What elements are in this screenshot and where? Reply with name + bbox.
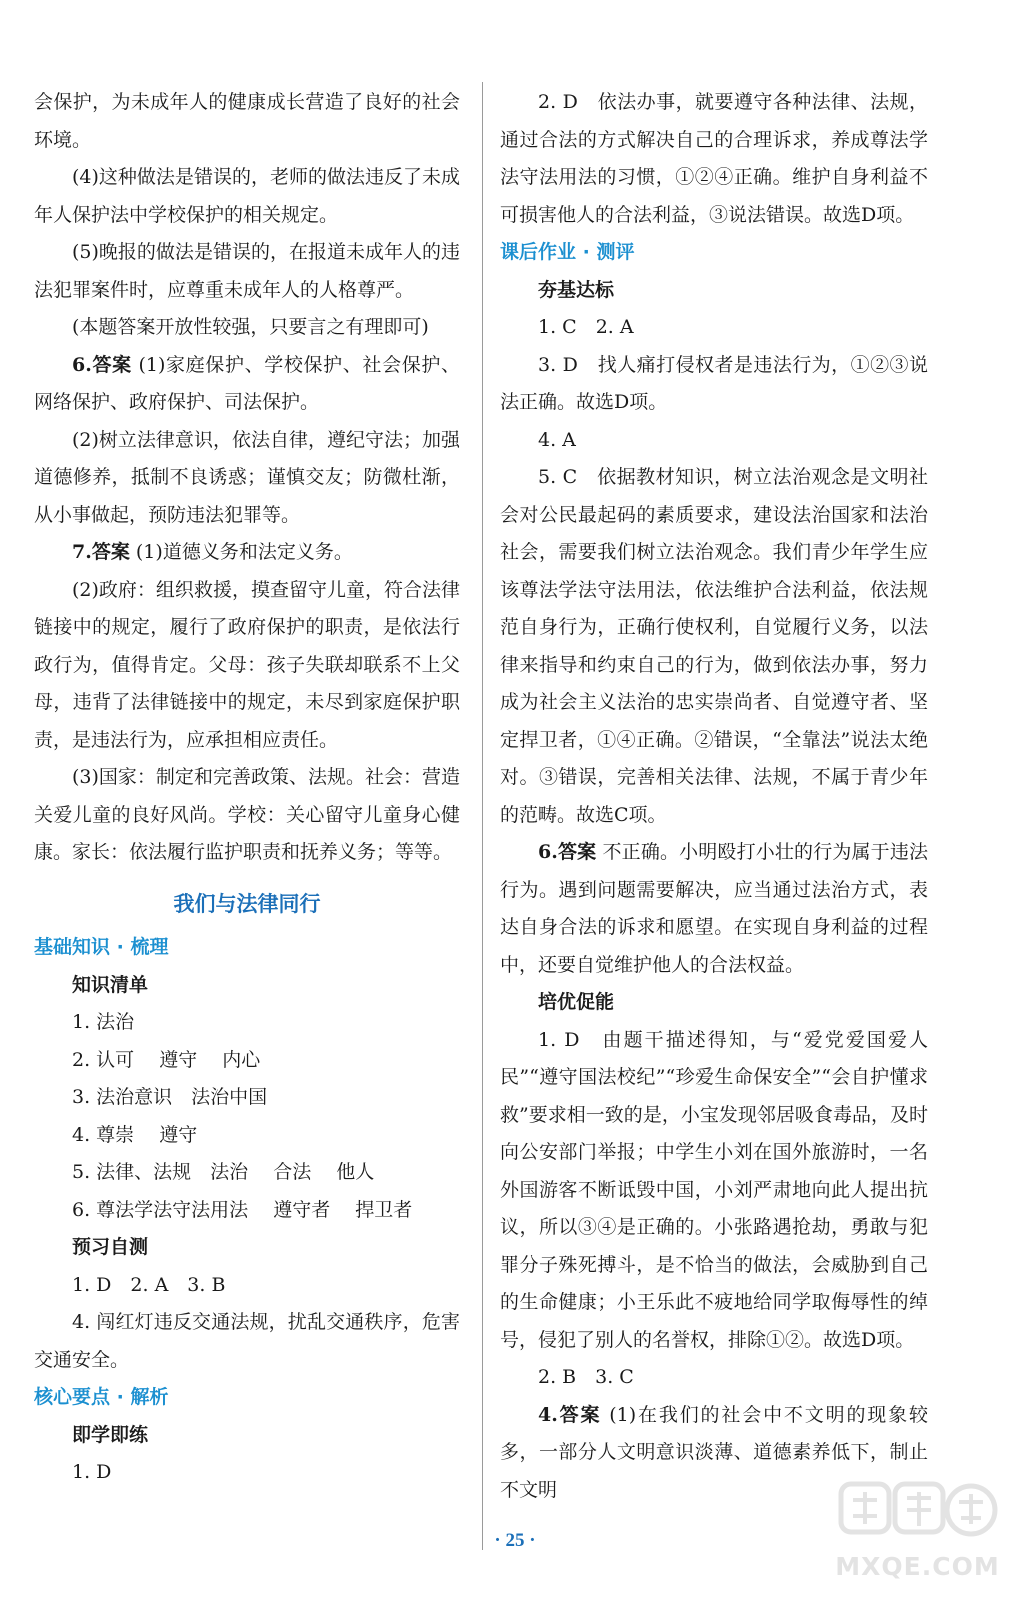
answer-text: (1)在我们的社会中不文明的现象较多，一部分人文明意识淡薄、道德素养低下，制止不文明 <box>500 1403 928 1501</box>
section-heading: 基础知识 · 梳理 <box>34 936 169 958</box>
list-item: 6. 尊法学法守法用法 遵守者 捍卫者 <box>72 1198 413 1221</box>
answer-paragraph: (2)树立法律意识，依法自律，遵纪守法；加强道德修养，抵制不良诱惑；谨慎交友；防微杜渐，从小事做起，预防违法犯罪等。 <box>34 428 460 526</box>
subsection-heading: 预习自测 <box>72 1236 149 1258</box>
answer-text: 不正确。小明殴打小壮的行为属于违法行为。遇到问题需要解决，应当通过法治方式，表达自身合法的诉求和愿望。在实现自身利益的过程中，还要自觉维护他人的合法权益。 <box>500 841 928 976</box>
answer-label: 答案 <box>91 541 130 563</box>
section-heading: 课后作业 · 测评 <box>500 241 635 263</box>
subsection-heading: 夯基达标 <box>538 278 615 301</box>
subsection-heading: 培优促能 <box>538 991 615 1013</box>
list-item: 1. 法治 <box>72 1011 135 1033</box>
column-divider <box>482 82 483 1550</box>
question-number: 4. <box>538 1403 558 1426</box>
answer-q6 <box>500 834 928 984</box>
question-number: 7. <box>72 541 92 563</box>
right-column <box>500 84 928 1509</box>
question-number: 6. <box>72 353 92 376</box>
answer-paragraph: (4)这种做法是错误的，老师的做法违反了未成年人保护法中学校保护的相关规定。 <box>34 166 460 226</box>
answer-label: 答案 <box>557 841 597 863</box>
watermark-logo-icon <box>835 1478 1000 1558</box>
subsection-heading: 即学即练 <box>72 1423 149 1446</box>
list-item: 4. 尊崇 遵守 <box>72 1123 198 1146</box>
answer-paragraph: (3)国家：制定和完善政策、法规。社会：营造关爱儿童的良好风尚。学校：关心留守儿童身心健康。家长：依法履行监护职责和抚养义务；等等。 <box>34 766 460 863</box>
list-item: 4. 闯红灯违反交通法规，扰乱交通秩序，危害交通安全。 <box>34 1311 460 1371</box>
list-item: 2. B 3. C <box>538 1366 634 1388</box>
page-number: · 25 · <box>494 1530 536 1551</box>
answer-paragraph: (2)政府：组织救援，摸查留守儿童，符合法律链接中的规定，履行了政府保护的职责，是依法行政行为，值得肯定。父母：孩子失联却联系不上父母，违背了法律链接中的规定，未尽到家庭保护职责，是违法行为，应承担相应责任。 <box>34 578 460 751</box>
answer-label: 答案 <box>557 1403 602 1426</box>
chapter-title: 我们与法律同行 <box>173 891 321 916</box>
list-item: 1. D <box>72 1461 112 1483</box>
section-heading: 核心要点 · 解析 <box>34 1386 169 1408</box>
subsection-heading: 知识清单 <box>72 973 149 996</box>
answer-paragraph: 2. D 依法办事，就要遵守各种法律、法规，通过合法的方式解决自己的合理诉求，养成尊法学法守法用法的习惯，①②④正确。维护自身利益不可损害他人的合法利益，③说法错误。故选D项。 <box>500 91 928 226</box>
answer-q6 <box>34 347 460 422</box>
list-item: 1. C 2. A <box>538 316 634 338</box>
question-number: 6. <box>538 841 558 863</box>
answer-label: 答案 <box>91 353 132 376</box>
list-item: 2. 认可 遵守 内心 <box>72 1048 261 1071</box>
answer-paragraph: 5. C 依据教材知识，树立法治观念是文明社会对公民最起码的素质要求，建设法治国家和法治社会，需要我们树立法治观念。我们青少年学生应该尊法学法守法用法，依法维护合法利益，依法规范自身行为，正确行使权利，自觉履行义务，以法律来指导和约束自己的行为，做到依法办事，努力成为社会主义法治的忠实崇尚者、自觉遵守者、坚定捍卫者，①④正确。②错误，“全靠法”说法太绝对。③错误，完善相关法律、法规，不属于青少年的范畴。故选C项。 <box>500 466 928 826</box>
answer-paragraph: (5)晚报的做法是错误的，在报道未成年人的违法犯罪案件时，应尊重未成年人的人格尊严。 <box>34 241 460 301</box>
left-column <box>34 84 460 1492</box>
answer-q7 <box>34 534 460 572</box>
list-item: 3. 法治意识 法治中国 <box>72 1086 268 1108</box>
answer-text: (1)家庭保护、学校保护、社会保护、网络保护、政府保护、司法保护。 <box>34 353 460 413</box>
answer-paragraph: 会保护，为未成年人的健康成长营造了良好的社会环境。 <box>34 91 460 151</box>
watermark-text: MXQE.COM <box>835 1552 1000 1581</box>
answer-note: (本题答案开放性较强，只要言之有理即可) <box>72 316 429 338</box>
answer-text: (1)道德义务和法定义务。 <box>129 541 353 563</box>
list-item: 1. D 2. A 3. B <box>72 1273 226 1296</box>
answer-paragraph: 1. D 由题干描述得知，与“爱党爱国爱人民”“遵守国法校纪”“珍爱生命保安全”“会自护懂求救”要求相一致的是，小宝发现邻居吸食毒品，及时向公安部门举报；中学生小刘在国外旅游时，一名外国游客不断诋毁中国，小刘严肃地向此人提出抗议，所以③④是正确的。小张路遇抢劫，勇敢与犯罪分子殊死搏斗，是不恰当的做法，会威胁到自己的生命健康；小王乐此不疲地给同学取侮辱性的绰号，侵犯了别人的名誉权，排除①②。故选D项。 <box>500 1028 928 1351</box>
answer-paragraph: 3. D 找人痛打侵权者是违法行为，①②③说法正确。故选D项。 <box>500 353 928 413</box>
list-item: 4. A <box>538 428 576 451</box>
list-item: 5. 法律、法规 法治 合法 他人 <box>72 1161 375 1183</box>
watermark <box>835 1478 1000 1584</box>
